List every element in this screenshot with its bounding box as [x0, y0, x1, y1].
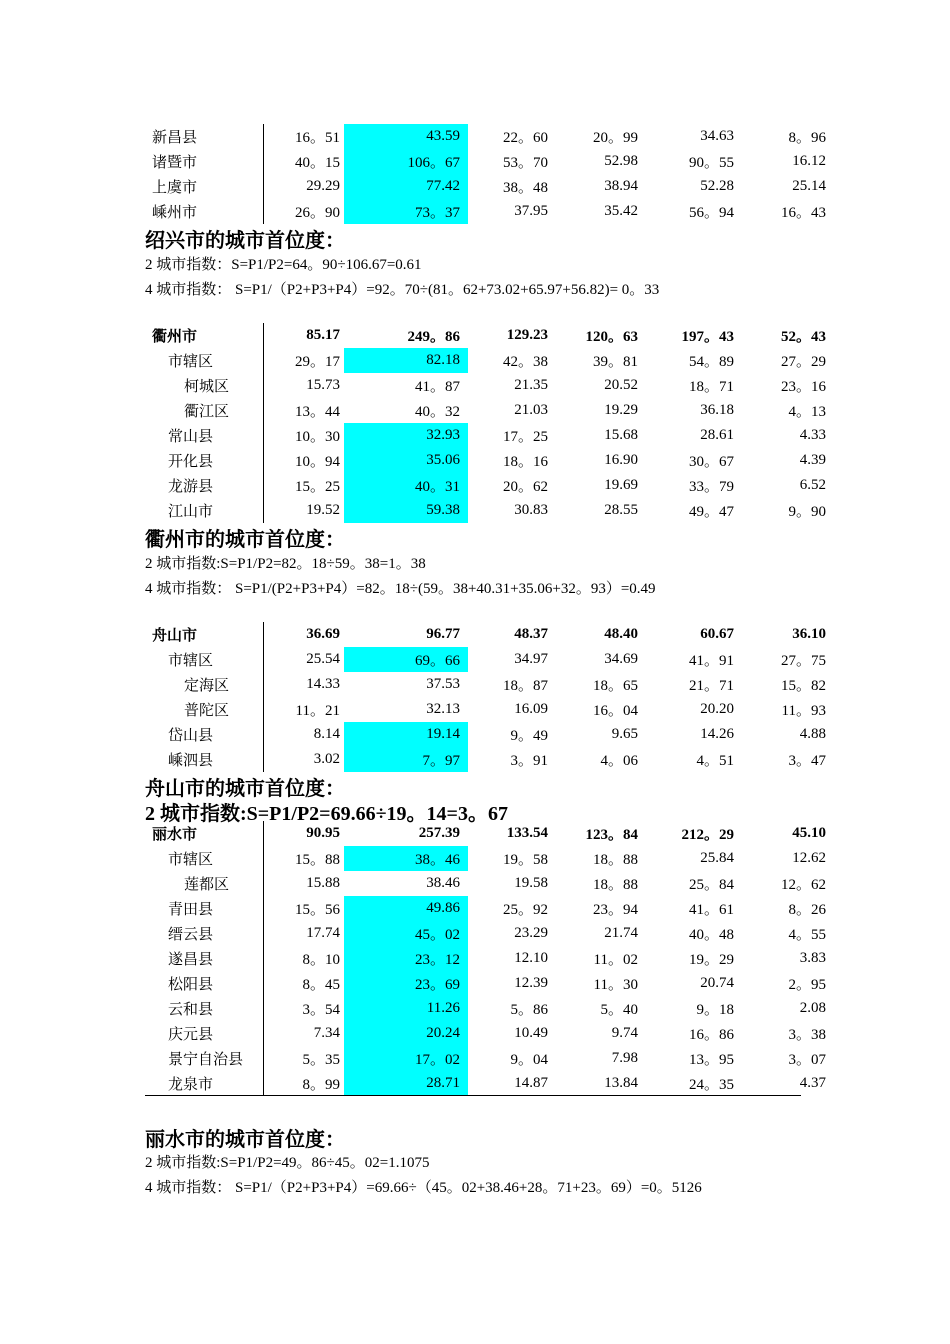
value-cell: 38.46 [426, 875, 460, 891]
value-cell: 212。29 [681, 827, 734, 843]
value-cell: 19.14 [344, 722, 468, 747]
value-cell: 45.10 [792, 825, 826, 841]
table-row [145, 697, 834, 722]
region-name: 市辖区 [168, 354, 214, 370]
value-cell: 20。62 [502, 479, 548, 495]
table-row [145, 971, 834, 996]
value-cell: 11。02 [593, 952, 638, 968]
value-cell: 8。10 [264, 946, 345, 971]
heading-quzhou: 衢州市的城市首位度： [145, 529, 345, 551]
value-cell: 30.83 [514, 502, 548, 518]
value-cell: 27。29 [780, 354, 826, 370]
value-cell: 37.95 [514, 203, 548, 219]
region-name: 遂昌县 [168, 952, 214, 968]
value-cell: 56。94 [688, 205, 734, 221]
value-cell: 18。65 [592, 678, 638, 694]
value-cell: 40。31 [344, 473, 468, 498]
table-row [145, 1071, 834, 1096]
value-cell: 14.33 [264, 672, 345, 697]
region-name: 衢州市 [152, 329, 198, 345]
value-cell: 23。12 [344, 946, 468, 971]
value-cell: 3.83 [799, 950, 826, 966]
value-cell: 52.28 [700, 178, 734, 194]
value-cell: 19.69 [604, 477, 638, 493]
value-cell: 52。43 [780, 329, 826, 345]
value-cell: 8。96 [788, 130, 826, 146]
region-name: 丽水市 [152, 827, 198, 843]
table-lishui [145, 821, 826, 1096]
value-cell: 12.39 [514, 975, 548, 991]
value-cell: 9。18 [696, 1002, 734, 1018]
value-cell: 29。17 [264, 348, 345, 373]
value-cell: 27。75 [780, 653, 826, 669]
value-cell: 53。70 [502, 155, 548, 171]
table-row [145, 1021, 834, 1046]
value-cell: 36.69 [264, 622, 345, 647]
value-cell: 20.24 [344, 1021, 468, 1046]
value-cell: 257.39 [418, 825, 460, 841]
table-row [145, 398, 834, 423]
value-cell: 43.59 [344, 124, 468, 149]
value-cell: 249。86 [407, 329, 460, 345]
region-name: 莲都区 [184, 877, 230, 893]
value-cell: 35.42 [604, 203, 638, 219]
value-cell: 28.55 [604, 502, 638, 518]
value-cell: 16。51 [264, 124, 345, 149]
table-row [145, 996, 834, 1021]
value-cell: 40。32 [414, 404, 460, 420]
data-table [145, 323, 835, 523]
region-name: 缙云县 [168, 927, 214, 943]
value-cell: 3。07 [788, 1052, 826, 1068]
value-cell: 34.69 [604, 651, 638, 667]
value-cell: 17.74 [264, 921, 345, 946]
formula-4-city-quzhou: 4 城市指数： S=P1/(P2+P3+P4）=82。18÷(59。38+40.31+35.06+32。93）=0.49 [145, 581, 656, 597]
value-cell: 9.65 [611, 726, 638, 742]
value-cell: 16。43 [780, 205, 826, 221]
value-cell: 4。13 [788, 404, 826, 420]
value-cell: 49.86 [344, 896, 468, 921]
table-header-row [145, 323, 834, 348]
data-table [145, 821, 835, 1096]
value-cell: 26。90 [264, 199, 345, 224]
table-row [145, 946, 834, 971]
region-name: 云和县 [168, 1002, 214, 1018]
value-cell: 37.53 [426, 676, 460, 692]
value-cell: 16。04 [592, 703, 638, 719]
region-name: 开化县 [168, 454, 214, 470]
value-cell: 29.29 [264, 174, 345, 199]
table-row [145, 498, 834, 523]
value-cell: 52.98 [604, 153, 638, 169]
value-cell: 25。92 [502, 902, 548, 918]
value-cell: 96.77 [426, 626, 460, 642]
value-cell: 11。21 [264, 697, 345, 722]
value-cell: 12。62 [780, 877, 826, 893]
value-cell: 25.14 [792, 178, 826, 194]
value-cell: 60.67 [700, 626, 734, 642]
value-cell: 6.52 [799, 477, 826, 493]
formula-2-city-zhoushan: 2 城市指数:S=P1/P2=69.66÷19。14=3。67 [145, 803, 508, 825]
table-row [145, 846, 834, 871]
value-cell: 39。81 [592, 354, 638, 370]
value-cell: 5。35 [264, 1046, 345, 1071]
table-row [145, 199, 834, 224]
value-cell: 32.13 [426, 701, 460, 717]
region-name: 青田县 [168, 902, 214, 918]
value-cell: 133.54 [506, 825, 548, 841]
value-cell: 197。43 [681, 329, 734, 345]
value-cell: 10。94 [264, 448, 345, 473]
value-cell: 32.93 [344, 423, 468, 448]
value-cell: 10.49 [514, 1025, 548, 1041]
value-cell: 5。86 [510, 1002, 548, 1018]
value-cell: 15.68 [604, 427, 638, 443]
value-cell: 90。55 [688, 155, 734, 171]
value-cell: 59.38 [344, 498, 468, 523]
region-name: 市辖区 [168, 852, 214, 868]
formula-2-city-lishui: 2 城市指数:S=P1/P2=49。86÷45。02=1.1075 [145, 1155, 430, 1171]
value-cell: 23。94 [592, 902, 638, 918]
value-cell: 4.33 [799, 427, 826, 443]
value-cell: 15.88 [264, 871, 345, 896]
value-cell: 23。16 [780, 379, 826, 395]
value-cell: 4.39 [799, 452, 826, 468]
value-cell: 21.35 [514, 377, 548, 393]
region-name: 衢江区 [184, 404, 230, 420]
value-cell: 2.08 [799, 1000, 826, 1016]
region-name: 普陀区 [184, 703, 230, 719]
value-cell: 15。88 [264, 846, 345, 871]
value-cell: 54。89 [688, 354, 734, 370]
value-cell: 28.71 [344, 1071, 468, 1096]
value-cell: 23。69 [344, 971, 468, 996]
value-cell: 41。91 [688, 653, 734, 669]
value-cell: 16.09 [514, 701, 548, 717]
value-cell: 12.62 [792, 850, 826, 866]
value-cell: 69。66 [344, 647, 468, 672]
value-cell: 7.98 [611, 1050, 638, 1066]
table-quzhou [145, 323, 826, 523]
value-cell: 42。38 [502, 354, 548, 370]
formula-2-city-shaoxing: 2 城市指数：S=P1/P2=64。90÷106.67=0.61 [145, 257, 422, 273]
table-row [145, 921, 834, 946]
region-name: 嵊泗县 [168, 753, 214, 769]
value-cell: 23.29 [514, 925, 548, 941]
value-cell: 25。84 [688, 877, 734, 893]
table-row [145, 896, 834, 921]
value-cell: 3.02 [264, 747, 345, 772]
table-row [145, 174, 834, 199]
table-header-row [145, 821, 834, 846]
data-table [145, 124, 835, 224]
value-cell: 15。25 [264, 473, 345, 498]
region-name: 诸暨市 [152, 155, 198, 171]
value-cell: 33。79 [688, 479, 734, 495]
value-cell: 106。67 [344, 149, 468, 174]
table-bottom-rule [145, 1095, 801, 1096]
value-cell: 19.52 [264, 498, 345, 523]
value-cell: 34.97 [514, 651, 548, 667]
table-shaoxing-counties [145, 124, 826, 224]
value-cell: 8.14 [264, 722, 345, 747]
value-cell: 73。37 [344, 199, 468, 224]
region-name: 景宁自治县 [168, 1052, 244, 1068]
table-row [145, 747, 834, 772]
value-cell: 5。40 [600, 1002, 638, 1018]
value-cell: 9.74 [611, 1025, 638, 1041]
value-cell: 18。88 [592, 852, 638, 868]
value-cell: 41。87 [414, 379, 460, 395]
formula-2-city-quzhou: 2 城市指数:S=P1/P2=82。18÷59。38=1。38 [145, 556, 426, 572]
value-cell: 24。35 [688, 1077, 734, 1093]
value-cell: 20.52 [604, 377, 638, 393]
formula-4-city-shaoxing: 4 城市指数： S=P1/（P2+P3+P4）=92。70÷(81。62+73.02+65.97+56.82)= 0。33 [145, 282, 660, 298]
value-cell: 9。90 [788, 504, 826, 520]
value-cell: 18。16 [502, 454, 548, 470]
value-cell: 16.12 [792, 153, 826, 169]
value-cell: 8。45 [264, 971, 345, 996]
value-cell: 20。99 [592, 130, 638, 146]
heading-shaoxing: 绍兴市的城市首位度： [145, 230, 345, 252]
value-cell: 7.34 [264, 1021, 345, 1046]
value-cell: 3。91 [510, 753, 548, 769]
region-name: 舟山市 [152, 628, 198, 644]
value-cell: 20.74 [700, 975, 734, 991]
value-cell: 38.94 [604, 178, 638, 194]
value-cell: 85.17 [264, 323, 345, 348]
region-name: 市辖区 [168, 653, 214, 669]
value-cell: 45。02 [344, 921, 468, 946]
value-cell: 11.26 [344, 996, 468, 1021]
table-row [145, 423, 834, 448]
value-cell: 48.40 [604, 626, 638, 642]
table-row [145, 647, 834, 672]
region-name: 岱山县 [168, 728, 214, 744]
region-name: 新昌县 [152, 130, 198, 146]
region-name: 庆元县 [168, 1027, 214, 1043]
table-zhoushan [145, 622, 826, 772]
value-cell: 18。88 [592, 877, 638, 893]
value-cell: 21.03 [514, 402, 548, 418]
data-table [145, 622, 835, 772]
value-cell: 4.88 [799, 726, 826, 742]
value-cell: 13。44 [264, 398, 345, 423]
value-cell: 21。71 [688, 678, 734, 694]
value-cell: 19。58 [502, 852, 548, 868]
value-cell: 17。02 [344, 1046, 468, 1071]
value-cell: 38。46 [344, 846, 468, 871]
value-cell: 129.23 [506, 327, 548, 343]
value-cell: 28.61 [700, 427, 734, 443]
value-cell: 18。71 [688, 379, 734, 395]
value-cell: 120。63 [585, 329, 638, 345]
value-cell: 4。06 [600, 753, 638, 769]
value-cell: 13.84 [604, 1075, 638, 1091]
value-cell: 19.29 [604, 402, 638, 418]
value-cell: 49。47 [688, 504, 734, 520]
value-cell: 19。29 [688, 952, 734, 968]
value-cell: 10。30 [264, 423, 345, 448]
table-row [145, 722, 834, 747]
value-cell: 21.74 [604, 925, 638, 941]
value-cell: 4.37 [799, 1075, 826, 1091]
value-cell: 90.95 [264, 821, 345, 846]
region-name: 柯城区 [184, 379, 230, 395]
value-cell: 8。26 [788, 902, 826, 918]
value-cell: 38。48 [502, 180, 548, 196]
value-cell: 2。95 [788, 977, 826, 993]
region-name: 常山县 [168, 429, 214, 445]
value-cell: 11。30 [593, 977, 638, 993]
value-cell: 18。87 [502, 678, 548, 694]
value-cell: 19.58 [514, 875, 548, 891]
table-header-row [145, 622, 834, 647]
region-name: 龙泉市 [168, 1077, 214, 1093]
value-cell: 14.87 [514, 1075, 548, 1091]
region-name: 定海区 [184, 678, 230, 694]
value-cell: 12.10 [514, 950, 548, 966]
value-cell: 16.90 [604, 452, 638, 468]
value-cell: 20.20 [700, 701, 734, 717]
value-cell: 9。49 [510, 728, 548, 744]
value-cell: 14.26 [700, 726, 734, 742]
heading-lishui: 丽水市的城市首位度： [145, 1129, 345, 1151]
value-cell: 7。97 [344, 747, 468, 772]
value-cell: 15.73 [264, 373, 345, 398]
value-cell: 15。56 [264, 896, 345, 921]
value-cell: 15。82 [780, 678, 826, 694]
value-cell: 11。93 [781, 703, 826, 719]
value-cell: 77.42 [344, 174, 468, 199]
value-cell: 36.18 [700, 402, 734, 418]
value-cell: 22。60 [502, 130, 548, 146]
value-cell: 9。04 [510, 1052, 548, 1068]
value-cell: 34.63 [700, 128, 734, 144]
value-cell: 36.10 [792, 626, 826, 642]
value-cell: 82.18 [344, 348, 468, 373]
value-cell: 8。99 [264, 1071, 345, 1096]
value-cell: 40。15 [264, 149, 345, 174]
table-row [145, 672, 834, 697]
value-cell: 3。54 [264, 996, 345, 1021]
value-cell: 48.37 [514, 626, 548, 642]
value-cell: 13。95 [688, 1052, 734, 1068]
region-name: 上虞市 [152, 180, 198, 196]
value-cell: 30。67 [688, 454, 734, 470]
formula-4-city-lishui: 4 城市指数： S=P1/（P2+P3+P4）=69.66÷（45。02+38.46+28。71+23。69）=0。5126 [145, 1180, 702, 1196]
value-cell: 3。38 [788, 1027, 826, 1043]
value-cell: 4。55 [788, 927, 826, 943]
value-cell: 25.54 [264, 647, 345, 672]
value-cell: 41。61 [688, 902, 734, 918]
value-cell: 16。86 [688, 1027, 734, 1043]
region-name: 嵊州市 [152, 205, 198, 221]
table-row [145, 1046, 834, 1071]
table-row [145, 871, 834, 896]
table-row [145, 149, 834, 174]
table-row [145, 373, 834, 398]
region-name: 江山市 [168, 504, 214, 520]
value-cell: 4。51 [696, 753, 734, 769]
table-row [145, 473, 834, 498]
value-cell: 3。47 [788, 753, 826, 769]
table-row [145, 124, 834, 149]
value-cell: 40。48 [688, 927, 734, 943]
value-cell: 123。84 [585, 827, 638, 843]
table-row [145, 348, 834, 373]
region-name: 龙游县 [168, 479, 214, 495]
value-cell: 25.84 [700, 850, 734, 866]
value-cell: 35.06 [344, 448, 468, 473]
table-row [145, 448, 834, 473]
heading-zhoushan: 舟山市的城市首位度： [145, 778, 345, 800]
region-name: 松阳县 [168, 977, 214, 993]
value-cell: 17。25 [502, 429, 548, 445]
